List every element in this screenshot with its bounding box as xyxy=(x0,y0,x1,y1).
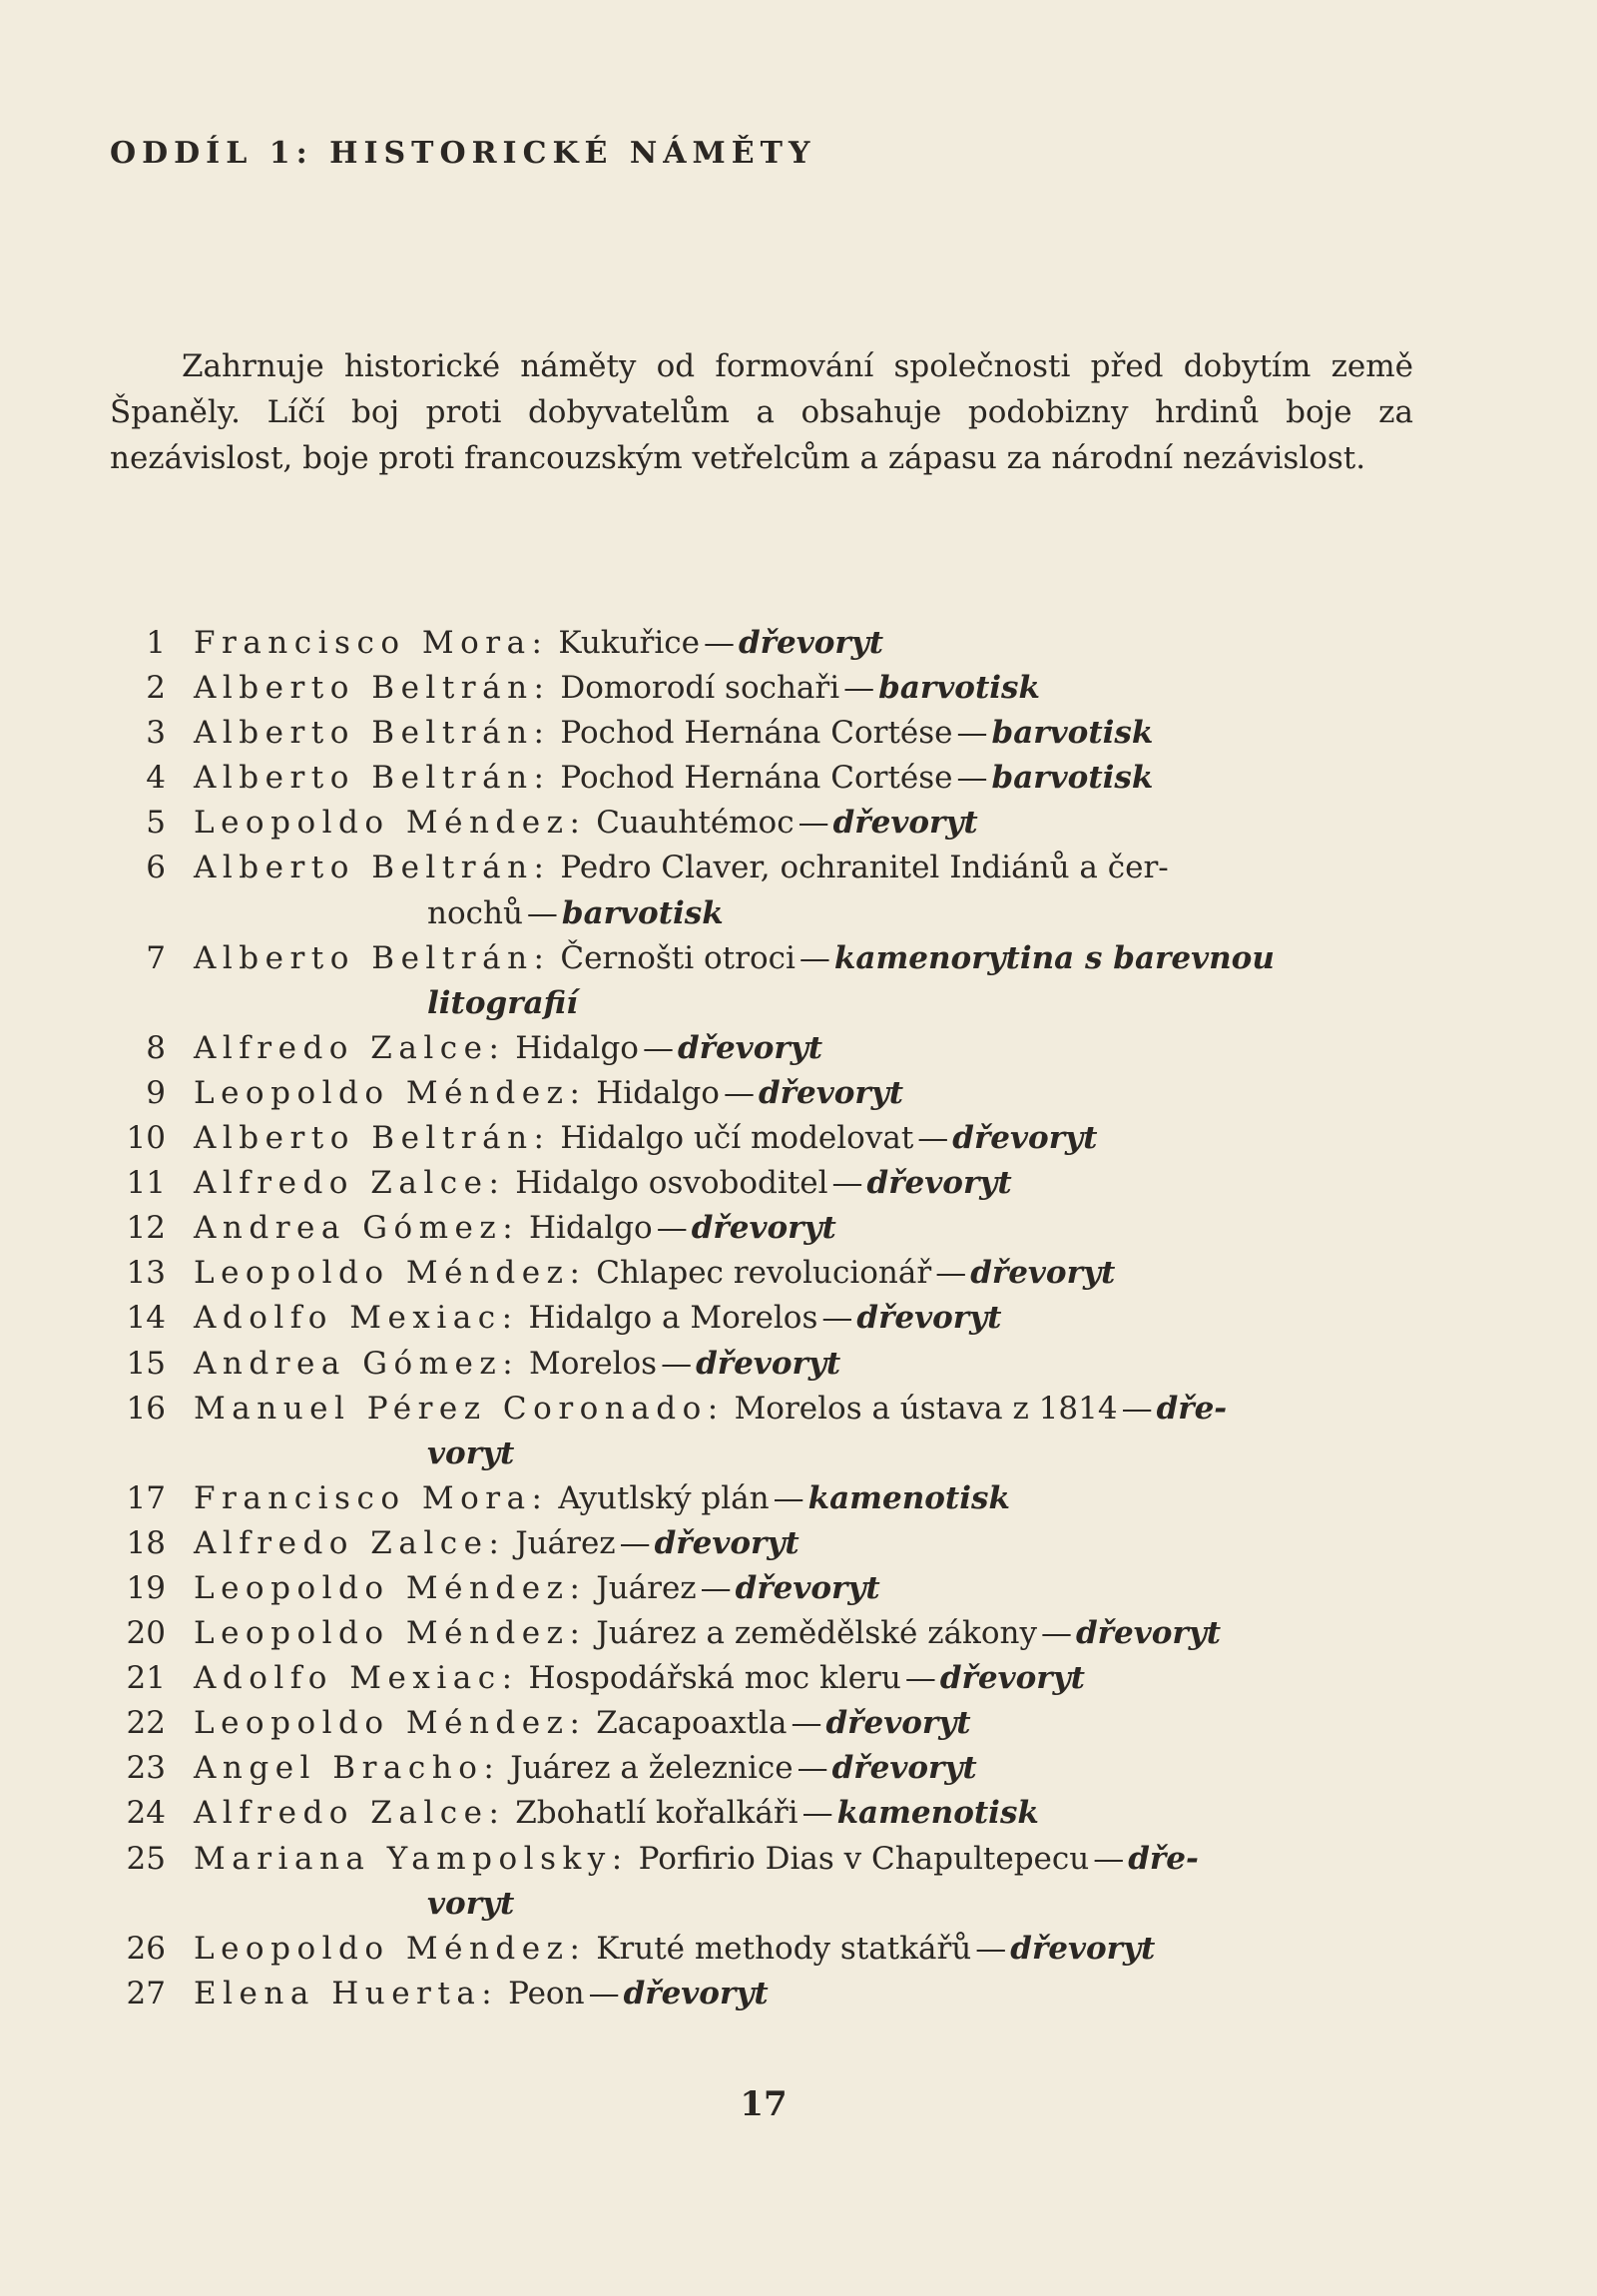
item-medium: barvotisk xyxy=(991,715,1154,752)
item-title: Juárez xyxy=(515,1524,616,1561)
list-item-line xyxy=(110,756,1437,801)
item-artist: Alberto Beltrán: xyxy=(194,850,551,886)
list-item-line xyxy=(110,1791,1437,1836)
item-dash: — xyxy=(797,1750,828,1787)
list-item xyxy=(110,1656,1437,1701)
list-item xyxy=(110,1116,1437,1161)
item-medium: kamenotisk xyxy=(807,1479,1010,1516)
item-medium: dřevoryt xyxy=(691,1210,836,1247)
list-item-line xyxy=(110,1701,1437,1746)
item-medium: dřevoryt xyxy=(758,1074,904,1111)
item-medium: barvotisk xyxy=(991,760,1154,797)
item-number: 9 xyxy=(146,1074,166,1111)
item-dash: — xyxy=(619,1524,651,1561)
item-dash: — xyxy=(526,894,558,931)
item-number: 17 xyxy=(126,1479,166,1516)
item-title: Pochod Hernána Cortése xyxy=(560,760,953,797)
list-item-line xyxy=(110,1972,1437,2016)
item-medium: dře- xyxy=(1156,1390,1228,1427)
item-medium: dřevoryt xyxy=(825,1705,971,1742)
item-number: 10 xyxy=(126,1120,166,1157)
item-artist: Andrea Gómez: xyxy=(194,1345,520,1382)
item-number: 1 xyxy=(146,625,166,661)
item-dash: — xyxy=(831,1165,863,1202)
list-item xyxy=(110,936,1437,1026)
item-number: 14 xyxy=(126,1300,166,1337)
item-dash: — xyxy=(1093,1840,1125,1877)
item-number: 11 xyxy=(126,1165,166,1202)
item-title: Zbohatlí kořalkáři xyxy=(515,1795,798,1832)
list-item xyxy=(110,1206,1437,1251)
item-title: Hidalgo a Morelos xyxy=(528,1300,818,1337)
item-title-continuation: nochů xyxy=(427,894,523,931)
item-number: 4 xyxy=(146,760,166,797)
item-title: Černošti otroci xyxy=(560,939,796,976)
list-item xyxy=(110,1161,1437,1206)
item-title: Juárez xyxy=(596,1569,697,1606)
list-item xyxy=(110,1251,1437,1296)
item-title: Juárez a zemědělské zákony xyxy=(596,1615,1037,1652)
item-medium: dřevoryt xyxy=(970,1255,1116,1292)
item-artist: Leopoldo Méndez: xyxy=(194,1074,587,1111)
list-item-line xyxy=(110,1837,1437,1882)
list-item-continuation xyxy=(110,891,1437,936)
list-item xyxy=(110,1701,1437,1746)
item-dash: — xyxy=(975,1930,1007,1967)
item-title: Juárez a železnice xyxy=(510,1750,794,1787)
item-dash: — xyxy=(773,1479,804,1516)
item-number: 22 xyxy=(126,1705,166,1742)
item-medium: dřevoryt xyxy=(832,805,978,842)
list-item-line xyxy=(110,1566,1437,1611)
item-title: Hidalgo xyxy=(515,1029,639,1066)
item-dash: — xyxy=(791,1705,822,1742)
item-artist: Alberto Beltrán: xyxy=(194,760,551,797)
list-item xyxy=(110,1972,1437,2016)
list-item-line xyxy=(110,936,1437,981)
item-dash: — xyxy=(821,1300,853,1337)
item-medium: dřevoryt xyxy=(739,625,884,661)
list-item xyxy=(110,711,1437,756)
item-medium: dřevoryt xyxy=(1010,1930,1156,1967)
item-medium: dřevoryt xyxy=(866,1165,1012,1202)
item-number: 20 xyxy=(126,1615,166,1652)
item-artist: Mariana Yampolsky: xyxy=(194,1840,629,1877)
list-item-line xyxy=(110,846,1437,890)
item-artist: Alberto Beltrán: xyxy=(194,670,551,707)
list-item-line xyxy=(110,1746,1437,1791)
item-medium: dřevoryt xyxy=(939,1660,1085,1697)
item-dash: — xyxy=(843,670,875,707)
item-artist: Francisco Mora: xyxy=(194,1479,549,1516)
item-title: Pedro Claver, ochranitel Indiánů a čer- xyxy=(560,850,1169,886)
item-medium: kamenotisk xyxy=(836,1795,1039,1832)
item-number: 24 xyxy=(126,1795,166,1832)
item-number: 27 xyxy=(126,1975,166,2011)
list-item-line xyxy=(110,1342,1437,1387)
list-item-line xyxy=(110,711,1437,756)
item-title: Hidalgo učí modelovat xyxy=(560,1120,914,1157)
item-dash: — xyxy=(1121,1390,1153,1427)
item-number: 6 xyxy=(146,850,166,886)
item-medium: dřevoryt xyxy=(677,1029,823,1066)
page-number: 17 xyxy=(740,2084,788,2124)
item-title: Morelos a ústava z 1814 xyxy=(734,1390,1118,1427)
section-heading: ODDÍL 1: HISTORICKÉ NÁMĚTY xyxy=(110,136,816,171)
list-item xyxy=(110,1566,1437,1611)
item-artist: Alfredo Zalce: xyxy=(194,1524,506,1561)
item-title: Chlapec revolucionář xyxy=(596,1255,932,1292)
item-title: Ayutlský plán xyxy=(558,1479,770,1516)
item-medium: dřevoryt xyxy=(735,1569,880,1606)
list-item-continuation xyxy=(110,1432,1437,1476)
list-item-line xyxy=(110,1521,1437,1566)
item-title: Zacapoaxtla xyxy=(596,1705,788,1742)
list-item-line xyxy=(110,621,1437,666)
item-title: Domorodí sochaři xyxy=(560,670,840,707)
list-item-line xyxy=(110,666,1437,711)
item-medium: dřevoryt xyxy=(623,1975,769,2011)
item-number: 18 xyxy=(126,1524,166,1561)
item-medium: dřevoryt xyxy=(1076,1615,1222,1652)
list-item xyxy=(110,1521,1437,1566)
item-dash: — xyxy=(704,625,735,661)
item-title: Hidalgo xyxy=(529,1210,653,1247)
list-item-line xyxy=(110,1927,1437,1972)
list-item xyxy=(110,756,1437,801)
item-medium: kamenorytina s barevnou xyxy=(833,939,1275,976)
list-item-line xyxy=(110,1071,1437,1116)
list-item xyxy=(110,1476,1437,1521)
list-item xyxy=(110,1837,1437,1927)
item-dash: — xyxy=(588,1975,620,2011)
list-item-continuation xyxy=(110,1882,1437,1927)
item-medium-continuation: litografií xyxy=(427,984,578,1021)
item-medium: dřevoryt xyxy=(856,1300,1002,1337)
list-item xyxy=(110,1611,1437,1656)
item-number: 3 xyxy=(146,715,166,752)
list-item-line xyxy=(110,1161,1437,1206)
item-dash: — xyxy=(801,1795,833,1832)
item-number: 2 xyxy=(146,670,166,707)
list-item xyxy=(110,621,1437,666)
item-number: 21 xyxy=(126,1660,166,1697)
list-item xyxy=(110,1026,1437,1071)
item-dash: — xyxy=(935,1255,967,1292)
list-item-line xyxy=(110,1296,1437,1341)
list-item-line xyxy=(110,1476,1437,1521)
item-title: Pochod Hernána Cortése xyxy=(560,715,953,752)
item-dash: — xyxy=(904,1660,936,1697)
item-artist: Leopoldo Méndez: xyxy=(194,1705,587,1742)
item-dash: — xyxy=(661,1345,693,1382)
intro-paragraph xyxy=(110,343,1413,481)
item-title: Kruté methody statkářů xyxy=(596,1930,972,1967)
list-item-line xyxy=(110,1611,1437,1656)
item-medium: barvotisk xyxy=(878,670,1040,707)
item-number: 23 xyxy=(126,1750,166,1787)
list-item xyxy=(110,1791,1437,1836)
item-artist: Francisco Mora: xyxy=(194,625,549,661)
list-item-line xyxy=(110,1116,1437,1161)
item-artist: Manuel Pérez Coronado: xyxy=(194,1390,725,1427)
list-item xyxy=(110,1927,1437,1972)
item-dash: — xyxy=(917,1120,949,1157)
item-number: 7 xyxy=(146,939,166,976)
list-item-line xyxy=(110,1251,1437,1296)
item-title: Morelos xyxy=(529,1345,658,1382)
item-artist: Leopoldo Méndez: xyxy=(194,1255,587,1292)
item-number: 13 xyxy=(126,1255,166,1292)
item-artist: Elena Huerta: xyxy=(194,1975,499,2011)
item-dash: — xyxy=(1041,1615,1072,1652)
item-medium: dře- xyxy=(1128,1840,1199,1877)
item-medium: dřevoryt xyxy=(654,1524,799,1561)
artwork-list xyxy=(110,621,1437,2016)
list-item xyxy=(110,846,1437,935)
item-medium-continuation: voryt xyxy=(427,1885,515,1922)
list-item-line xyxy=(110,1387,1437,1432)
list-item-line xyxy=(110,801,1437,846)
item-artist: Alberto Beltrán: xyxy=(194,715,551,752)
item-artist: Leopoldo Méndez: xyxy=(194,1615,587,1652)
list-item xyxy=(110,1296,1437,1341)
item-title: Hidalgo xyxy=(596,1074,720,1111)
item-artist: Alfredo Zalce: xyxy=(194,1165,506,1202)
list-item xyxy=(110,666,1437,711)
list-item xyxy=(110,801,1437,846)
item-medium: dřevoryt xyxy=(952,1120,1098,1157)
item-artist: Adolfo Mexiac: xyxy=(194,1660,519,1697)
list-item-line xyxy=(110,1026,1437,1071)
item-title: Cuauhtémoc xyxy=(596,805,795,842)
item-artist: Alberto Beltrán: xyxy=(194,939,551,976)
list-item-line xyxy=(110,1206,1437,1251)
list-item xyxy=(110,1387,1437,1476)
item-artist: Alberto Beltrán: xyxy=(194,1120,551,1157)
intro-text: Zahrnuje historické náměty od formování společnosti před dobytím země Španěly. Líčí boj proti dobyvatelům a obsahuje podobizny hrdinů boje za nezávislost, boje proti francouzským vetřelcům a zápasu za národní nezávislost. xyxy=(110,348,1413,476)
item-dash: — xyxy=(700,1569,732,1606)
item-dash: — xyxy=(642,1029,674,1066)
list-item xyxy=(110,1071,1437,1116)
item-medium-continuation: barvotisk xyxy=(561,894,724,931)
item-number: 15 xyxy=(126,1345,166,1382)
item-number: 8 xyxy=(146,1029,166,1066)
item-dash: — xyxy=(798,805,829,842)
item-title: Kukuřice xyxy=(558,625,700,661)
item-artist: Alfredo Zalce: xyxy=(194,1795,506,1832)
item-title: Porfirio Dias v Chapultepecu xyxy=(638,1840,1090,1877)
item-medium: dřevoryt xyxy=(696,1345,841,1382)
item-artist: Angel Bracho: xyxy=(194,1750,501,1787)
item-number: 19 xyxy=(126,1569,166,1606)
item-number: 12 xyxy=(126,1210,166,1247)
item-medium: dřevoryt xyxy=(831,1750,977,1787)
list-item-continuation xyxy=(110,981,1437,1026)
item-artist: Alfredo Zalce: xyxy=(194,1029,506,1066)
item-number: 5 xyxy=(146,805,166,842)
list-item xyxy=(110,1342,1437,1387)
item-medium-continuation: voryt xyxy=(427,1435,515,1471)
item-number: 16 xyxy=(126,1390,166,1427)
item-dash: — xyxy=(956,760,988,797)
item-title: Hospodářská moc kleru xyxy=(528,1660,901,1697)
item-dash: — xyxy=(798,939,830,976)
item-dash: — xyxy=(656,1210,688,1247)
item-title: Hidalgo osvoboditel xyxy=(515,1165,828,1202)
item-artist: Leopoldo Méndez: xyxy=(194,805,587,842)
list-item-line xyxy=(110,1656,1437,1701)
item-artist: Andrea Gómez: xyxy=(194,1210,520,1247)
item-number: 26 xyxy=(126,1930,166,1967)
list-item xyxy=(110,1746,1437,1791)
item-number: 25 xyxy=(126,1840,166,1877)
item-title: Peon xyxy=(508,1975,585,2011)
item-dash: — xyxy=(723,1074,755,1111)
item-artist: Leopoldo Méndez: xyxy=(194,1930,587,1967)
item-artist: Leopoldo Méndez: xyxy=(194,1569,587,1606)
item-artist: Adolfo Mexiac: xyxy=(194,1300,519,1337)
item-dash: — xyxy=(956,715,988,752)
